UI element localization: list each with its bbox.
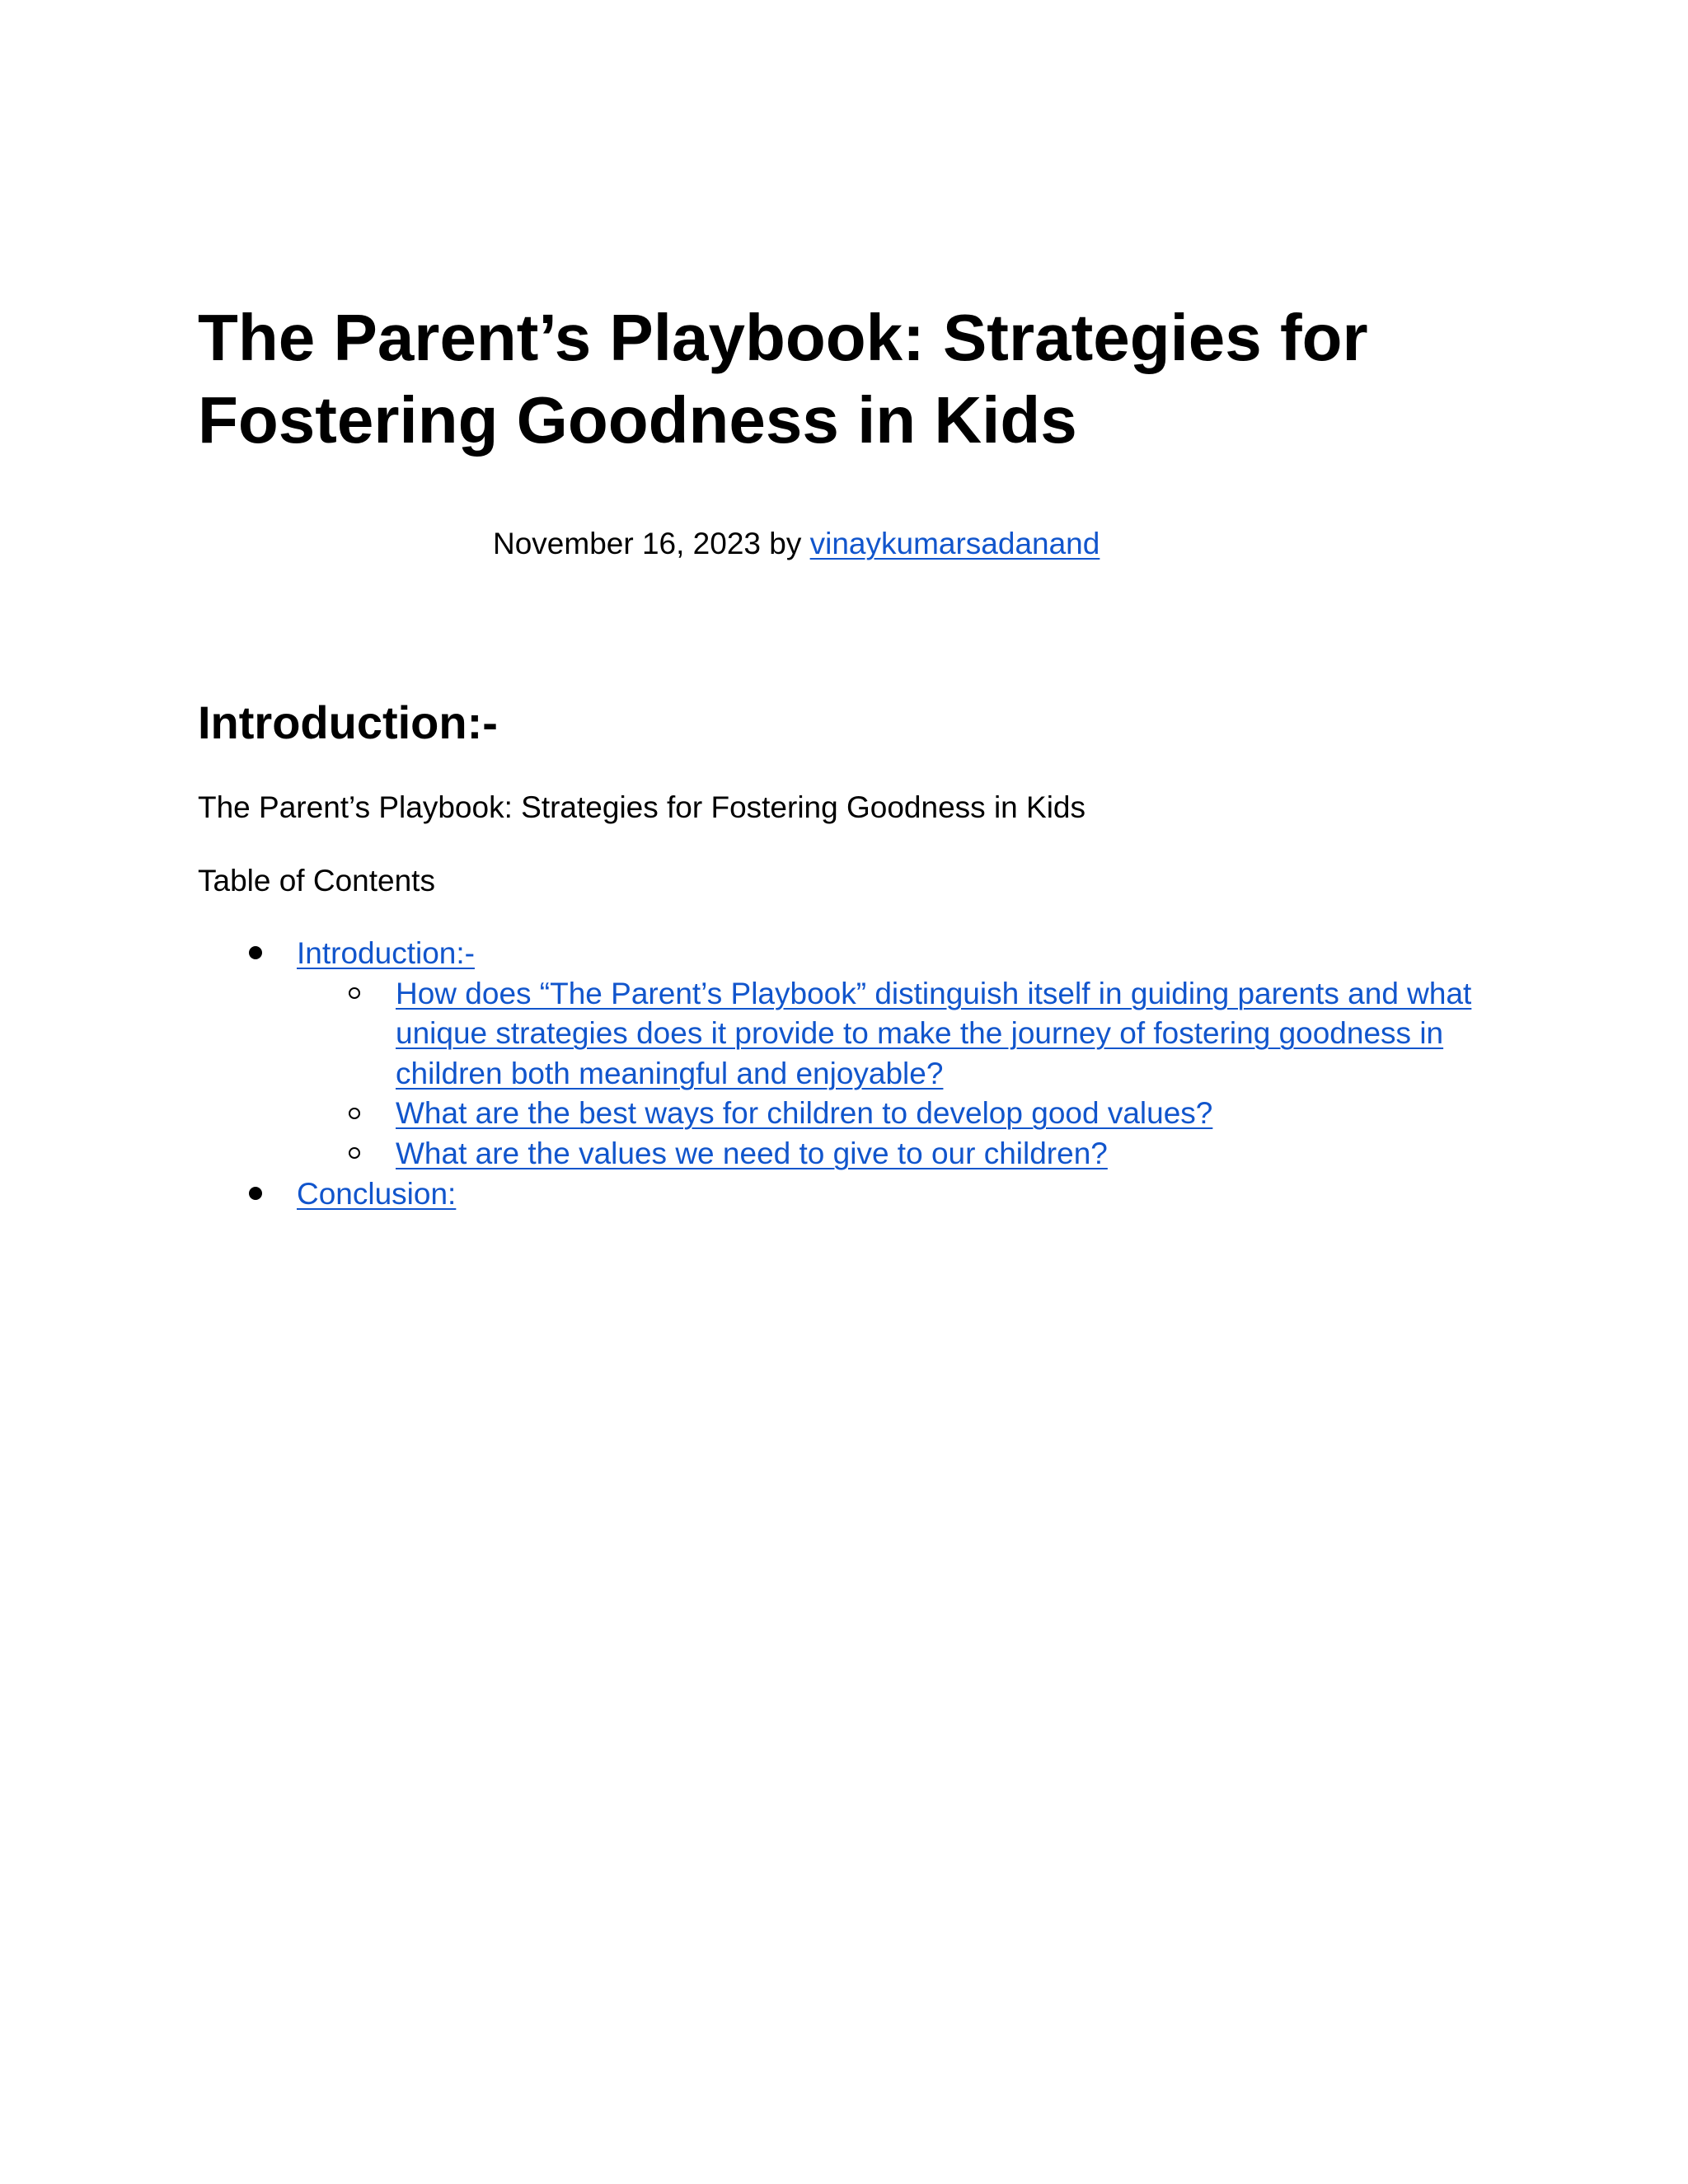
article-title: The Parent’s Playbook: Strategies for Fostering Goodness in Kids xyxy=(198,301,1368,457)
table-of-contents xyxy=(198,934,1517,1214)
toc-link-introduction[interactable]: Introduction:- xyxy=(297,936,475,970)
toc-item-conclusion xyxy=(198,1174,1517,1215)
introduction-heading: Introduction:- xyxy=(198,696,498,748)
toc-link-parents-playbook[interactable]: How does “The Parent’s Playbook” distinguish itself in guiding parents and what unique strategies does it provide to make the journey of fostering goodness in children both meaningful and enjoyable? xyxy=(396,976,1472,1090)
bullet-disc-icon xyxy=(239,934,272,974)
byline-date: November 16, 2023 by xyxy=(493,527,810,560)
bullet-circle-icon xyxy=(338,974,371,1015)
byline xyxy=(493,524,1100,564)
toc-link-best-ways[interactable]: What are the best ways for children to develop good values? xyxy=(396,1096,1213,1131)
author-link[interactable]: vinaykumarsadanand xyxy=(809,527,1100,560)
toc-subitem-values xyxy=(198,1134,1484,1174)
bullet-disc-icon xyxy=(239,1174,272,1215)
toc-label: Table of Contents xyxy=(198,864,435,898)
bullet-circle-icon xyxy=(338,1094,371,1134)
toc-subitem-best-ways xyxy=(198,1094,1484,1134)
toc-subitem-parents-playbook xyxy=(198,974,1484,1094)
toc-link-values[interactable]: What are the values we need to give to our children? xyxy=(396,1136,1108,1170)
toc-link-conclusion[interactable]: Conclusion: xyxy=(297,1176,457,1211)
toc-item-introduction xyxy=(198,934,1517,974)
introduction-lead: The Parent’s Playbook: Strategies for Fostering Goodness in Kids xyxy=(198,790,1085,824)
bullet-circle-icon xyxy=(338,1134,371,1174)
